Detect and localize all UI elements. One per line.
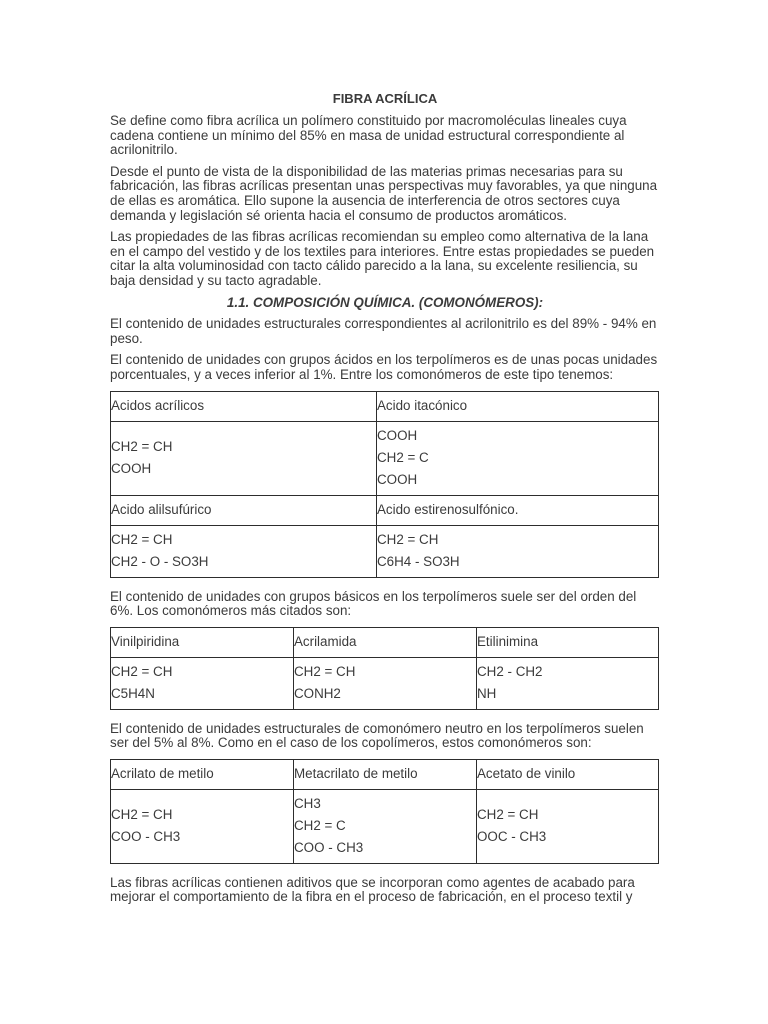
table-cell: Acidos acrílicos <box>111 391 377 421</box>
table-row <box>111 525 659 577</box>
paragraph-additives: Las fibras acrílicas contienen aditivos que se incorporan como agentes de acabado para mejorar el comportamiento de la fibra en el proceso de fabricación, en el proceso textil y <box>110 874 635 905</box>
table-cell: CH2 = CH COOH <box>111 421 377 495</box>
paragraph-definition: Se define como fibra acrílica un polímero constituido por macromoléculas lineales cuya cadena contiene un mínimo del 85% en masa de unidad estructural correspondiente al acrilonitrilo. <box>110 113 627 158</box>
paragraph-properties: Las propiedades de las fibras acrílicas recomiendan su empleo como alternativa de la lana en el campo del vestido y de los textiles para interiores. Entre estas propiedades se pueden citar la alta voluminosidad con tacto cálido parecido a la lana, su excelente resiliencia, su baja densidad y su tacto agradable. <box>110 229 655 288</box>
paragraph-availability: Desde el punto de vista de la disponibilidad de las materias primas necesarias para su fabricación, las fibras acrílicas presentan unas perspectivas muy favorables, ya que ninguna de ellas es aromática. Ello supone la ausencia de interferencia de otros sectores cuya demanda y legislación sé orienta hacia el consumo de productos aromáticos. <box>110 163 658 223</box>
table-cell: CH2 - CH2 NH <box>477 657 659 709</box>
paragraph-basic-groups: El contenido de unidades con grupos básicos en los terpolímeros suele ser del orden del 6%. Los comonómeros más citados son: <box>110 588 637 619</box>
table-cell: CH2 = CH C6H4 - SO3H <box>377 525 659 577</box>
acid-comonomers-table <box>110 391 659 578</box>
table-cell: Acrilamida <box>294 627 477 657</box>
table-cell: Acido alilsufúrico <box>111 495 377 525</box>
table-cell: Acetato de vinilo <box>477 759 659 789</box>
table-cell: Vinilpiridina <box>111 627 294 657</box>
table-cell: CH2 = CH C5H4N <box>111 657 294 709</box>
section-title: 1.1. COMPOSICIÓN QUÍMICA. (COMONÓMEROS): <box>226 294 544 310</box>
table-cell: CH2 = CH CH2 - O - SO3H <box>111 525 377 577</box>
table-cell: COOH CH2 = C COOH <box>377 421 659 495</box>
document-title: FIBRA ACRÍLICA <box>332 91 438 106</box>
table-row <box>111 627 659 657</box>
table-cell: Acido estirenosulfónico. <box>377 495 659 525</box>
table-row <box>111 657 659 709</box>
table-cell: Metacrilato de metilo <box>294 759 477 789</box>
neutral-comonomers-table <box>110 759 659 864</box>
table-row <box>111 789 659 863</box>
document-page <box>110 92 660 912</box>
basic-comonomers-table <box>110 627 659 710</box>
table-cell: CH2 = CH COO - CH3 <box>111 789 294 863</box>
table-cell: CH2 = CH CONH2 <box>294 657 477 709</box>
table-row <box>111 759 659 789</box>
paragraph-acrilonitrilo: El contenido de unidades estructurales correspondientes al acrilonitrilo es del 89% - 94% en peso. <box>110 316 657 346</box>
paragraph-neutral-comonomer: El contenido de unidades estructurales de comonómero neutro en los terpolímeros suelen ser del 5% al 8%. Como en el caso de los copolímeros, estos comonómeros son: <box>110 720 644 751</box>
paragraph-acid-groups: El contenido de unidades con grupos ácidos en los terpolímeros es de unas pocas unidades porcentuales, y a veces inferior al 1%. Entre los comonómeros de este tipo tenemos: <box>110 352 658 382</box>
table-row <box>111 391 659 421</box>
table-cell: Etilinimina <box>477 627 659 657</box>
table-cell: Acrilato de metilo <box>111 759 294 789</box>
table-cell: CH2 = CH OOC - CH3 <box>477 789 659 863</box>
table-cell: CH3 CH2 = C COO - CH3 <box>294 789 477 863</box>
table-cell: Acido itacónico <box>377 391 659 421</box>
table-row <box>111 495 659 525</box>
table-row <box>111 421 659 495</box>
